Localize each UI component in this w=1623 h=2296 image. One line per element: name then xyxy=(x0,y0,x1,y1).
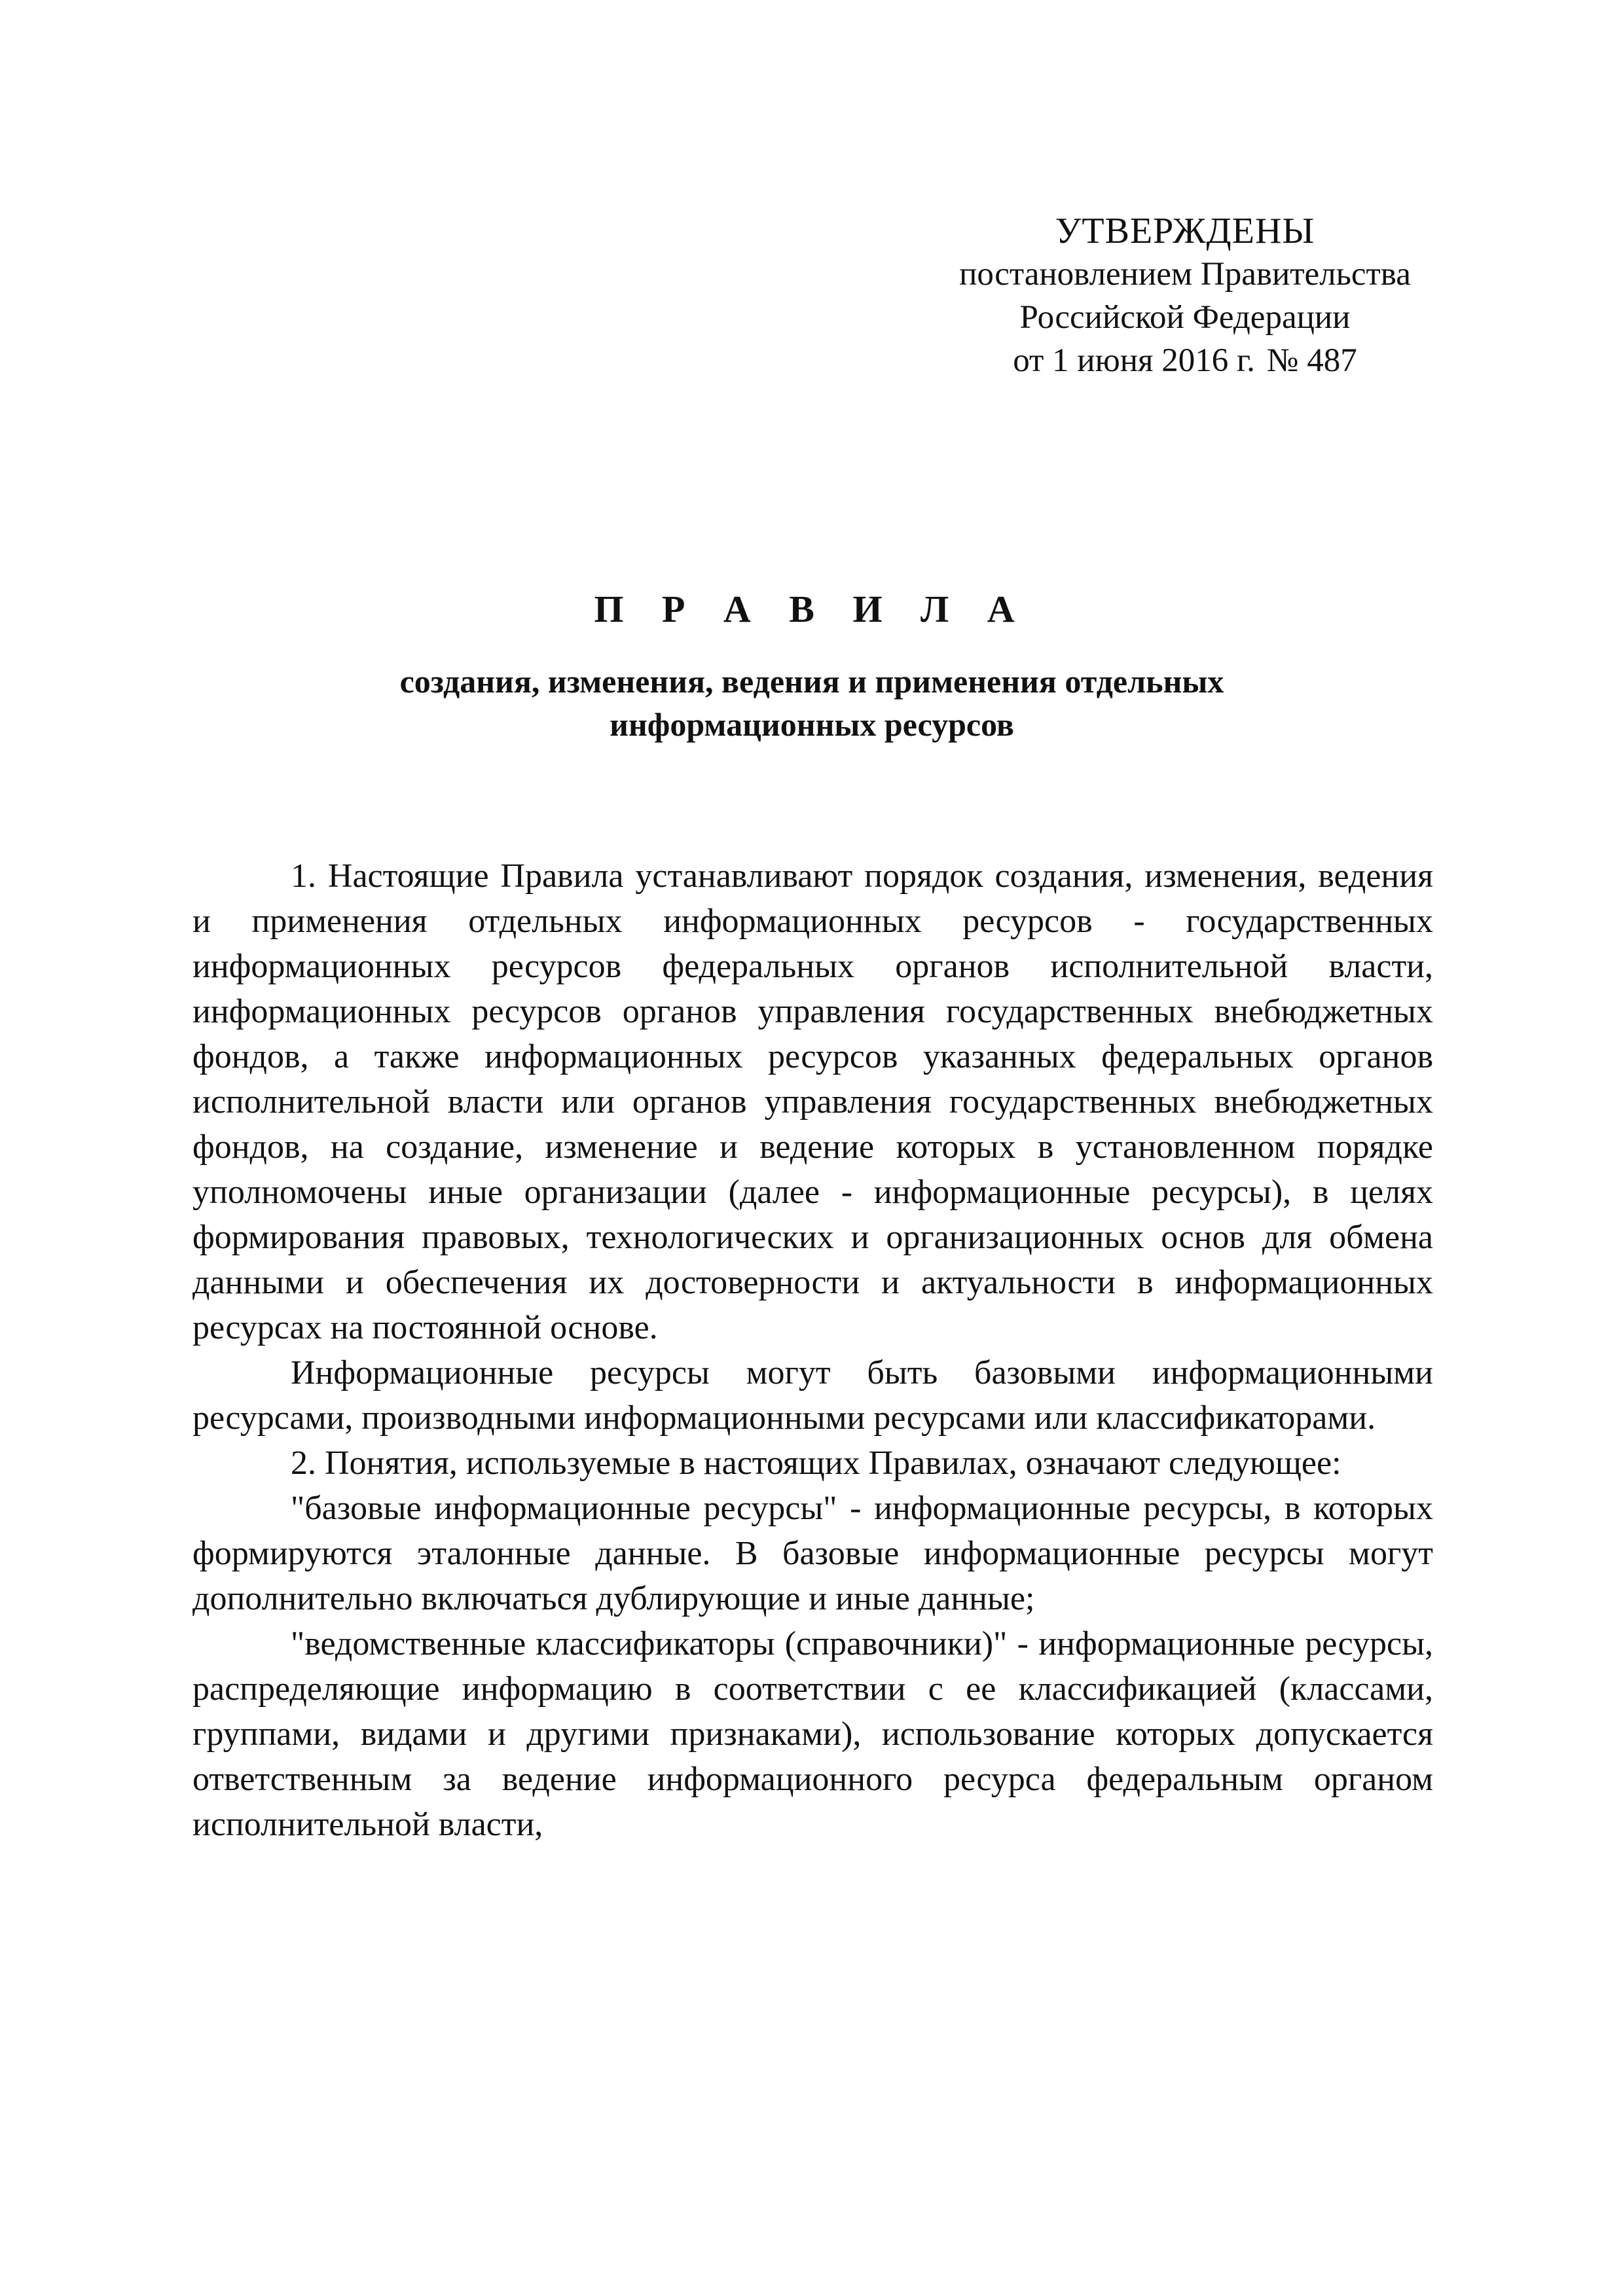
paragraph-definition-base-resources: "базовые информационные ресурсы" - информационные ресурсы, в которых формируются эталонные данные. В базовые информационные ресурсы могут дополнительно включаться дублирующие и иные данные; xyxy=(192,1490,1433,1617)
document-body xyxy=(192,853,1433,1847)
approval-date: от 1 июня 2016 г. xyxy=(1013,342,1255,379)
approval-line-resolution: постановлением Правительства xyxy=(959,256,1411,293)
approval-number-sign: № xyxy=(1266,342,1299,379)
approval-line-federation: Российской Федерации xyxy=(1019,299,1351,336)
approval-heading: УТВЕРЖДЕНЫ xyxy=(1055,211,1315,251)
paragraph-2-definitions-intro: 2. Понятия, используемые в настоящих Правилах, означают следующее: xyxy=(291,1444,1341,1482)
paragraph-1-purpose: 1. Настоящие Правила устанавливают порядок создания, изменения, ведения и применения отдельных информационных ресурсов - государственных информационных ресурсов федеральных органов исполнительной власти, информационных ресурсов органов управления государственных внебюджетных фондов, а также информационных ресурсов указанных федеральных органов исполнительной власти или органов управления государственных внебюджетных фондов, на создание, изменение и ведение которых в установленном порядке уполномочены иные организации (далее - информационные ресурсы), в целях формирования правовых, технологических и организационных основ для обмена данными и обеспечения их достоверности и актуальности в информационных ресурсах на постоянной основе. xyxy=(192,857,1433,1346)
approval-block xyxy=(890,209,1480,382)
paragraph-resource-types: Информационные ресурсы могут быть базовыми информационными ресурсами, производными информационными ресурсами или классификаторами. xyxy=(192,1354,1433,1437)
paragraph-definition-classifiers: "ведомственные классификаторы (справочники)" - информационные ресурсы, распределяющие информацию в соответствии с ее классификацией (классами, группами, видами и другими признаками), использование которых допускается ответственным за ведение информационного ресурса федеральным органом исполнительной власти, xyxy=(192,1625,1433,1843)
approval-number: 487 xyxy=(1307,342,1357,379)
document-subtitle xyxy=(262,660,1362,746)
approval-line-date xyxy=(890,339,1480,382)
subtitle-line-1: создания, изменения, ведения и применения отдельных xyxy=(399,663,1224,700)
document-title: П Р А В И Л А xyxy=(594,588,1029,630)
subtitle-line-2: информационных ресурсов xyxy=(610,706,1014,743)
